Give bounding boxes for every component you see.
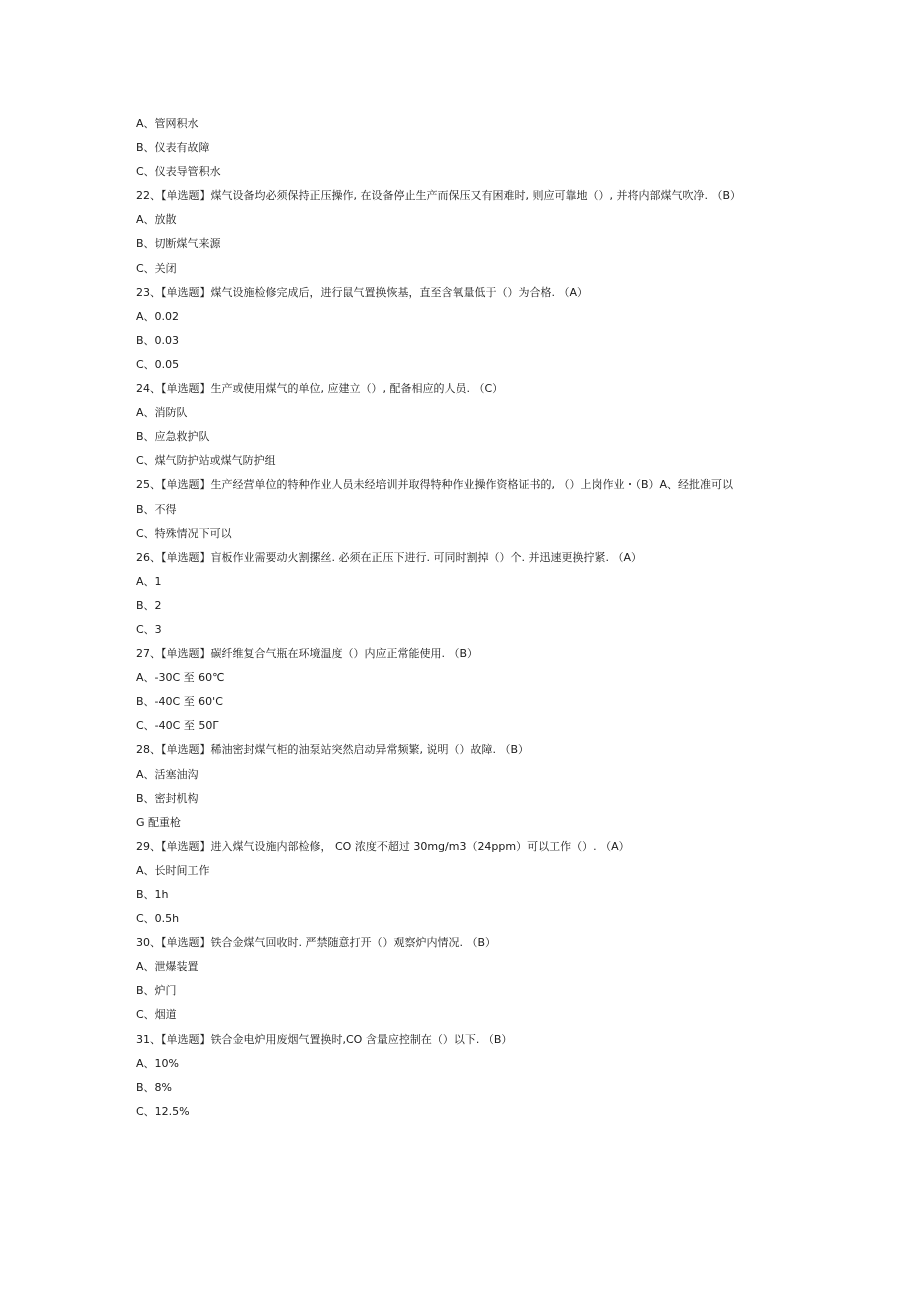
- document-body: [136, 112, 796, 1124]
- option-line: B、2: [136, 598, 162, 612]
- option-line: C、3: [136, 622, 162, 636]
- option-line: C、12.5%: [136, 1104, 190, 1118]
- option-line: A、泄爆装置: [136, 960, 199, 974]
- option-line: C、煤气防护站或煤气防护组: [136, 454, 276, 468]
- question-line: 22、【单选题】煤气设备均必须保持正压操作, 在设备停止生产而保压又有困难时, 则应可靠地（）, 并将内部煤气吹净. （B）: [136, 189, 742, 203]
- option-line: B、仪表有故障: [136, 141, 210, 155]
- option-line: C、-40C 至 50Γ: [136, 719, 219, 733]
- option-line: B、8%: [136, 1080, 172, 1094]
- option-line: C、特殊情况下可以: [136, 526, 232, 540]
- option-line: A、管网积水: [136, 117, 199, 130]
- option-line: A、-30C 至 60℃: [136, 671, 225, 685]
- question-line: 26、【单选题】盲板作业需要动火割摞丝. 必须在正压下进行. 可同时割掉（）个. 并迅速更换拧紧. （A）: [136, 550, 642, 564]
- option-line: A、0.02: [136, 309, 180, 323]
- option-line: C、烟道: [136, 1008, 177, 1022]
- question-line: 29、【单选题】进入煤气设施内部检修， CO 浓度不超过 30mg∕m3（24ppm）可以工作（）. （A）: [136, 839, 630, 853]
- option-line: C、0.05: [136, 357, 180, 371]
- option-line: A、消防队: [136, 406, 188, 420]
- option-line: A、10%: [136, 1056, 179, 1070]
- option-line: A、长时间工作: [136, 863, 210, 877]
- option-line: B、1h: [136, 888, 169, 901]
- question-line: 23、【单选题】煤气设施检修完成后，进行鼠气置换恢基，直至含氧量低于（）为合格. （A）: [136, 285, 589, 299]
- question-line: 31、【单选题】铁合金电炉用废烟气置换时,CO 含量应控制在（）以下. （B）: [136, 1032, 513, 1046]
- option-line: B、不得: [136, 502, 177, 516]
- option-line: B、密封机构: [136, 791, 199, 805]
- option-line: B、炉门: [136, 984, 177, 998]
- option-line: G 配重枪: [136, 815, 182, 829]
- option-line: B、应急救护队: [136, 430, 210, 444]
- option-line: C、关闭: [136, 261, 177, 275]
- option-line: B、0.03: [136, 333, 180, 347]
- option-line: B、-40C 至 60'C: [136, 695, 223, 709]
- option-line: A、放散: [136, 213, 177, 227]
- option-line: A、活塞油沟: [136, 767, 199, 781]
- option-line: C、0.5h: [136, 912, 180, 926]
- option-line: A、1: [136, 574, 162, 588]
- question-line: 24、【单选题】生产或使用煤气的单位, 应建立（）, 配备相应的人员. （C）: [136, 382, 504, 396]
- question-line: 30、【单选题】铁合金煤气回收时. 严禁随意打开（）观察炉内情况. （B）: [136, 936, 497, 950]
- option-line: C、仪表导管积水: [136, 165, 221, 179]
- option-line: B、切断煤气来源: [136, 237, 221, 251]
- question-line: 28、【单选题】稀油密封煤气柜的油泵站突然启动异常频繁, 说明（）故障. （B）: [136, 743, 530, 757]
- question-line: 25、【单选题】生产经营单位的特种作业人员未经培训并取得特种作业操作资格证书的, （）上岗作业・（B）A、经批准可以: [136, 478, 734, 492]
- question-line: 27、【单选题】碳纤维复合气瓶在环境温度（）内应正常能使用. （B）: [136, 647, 479, 661]
